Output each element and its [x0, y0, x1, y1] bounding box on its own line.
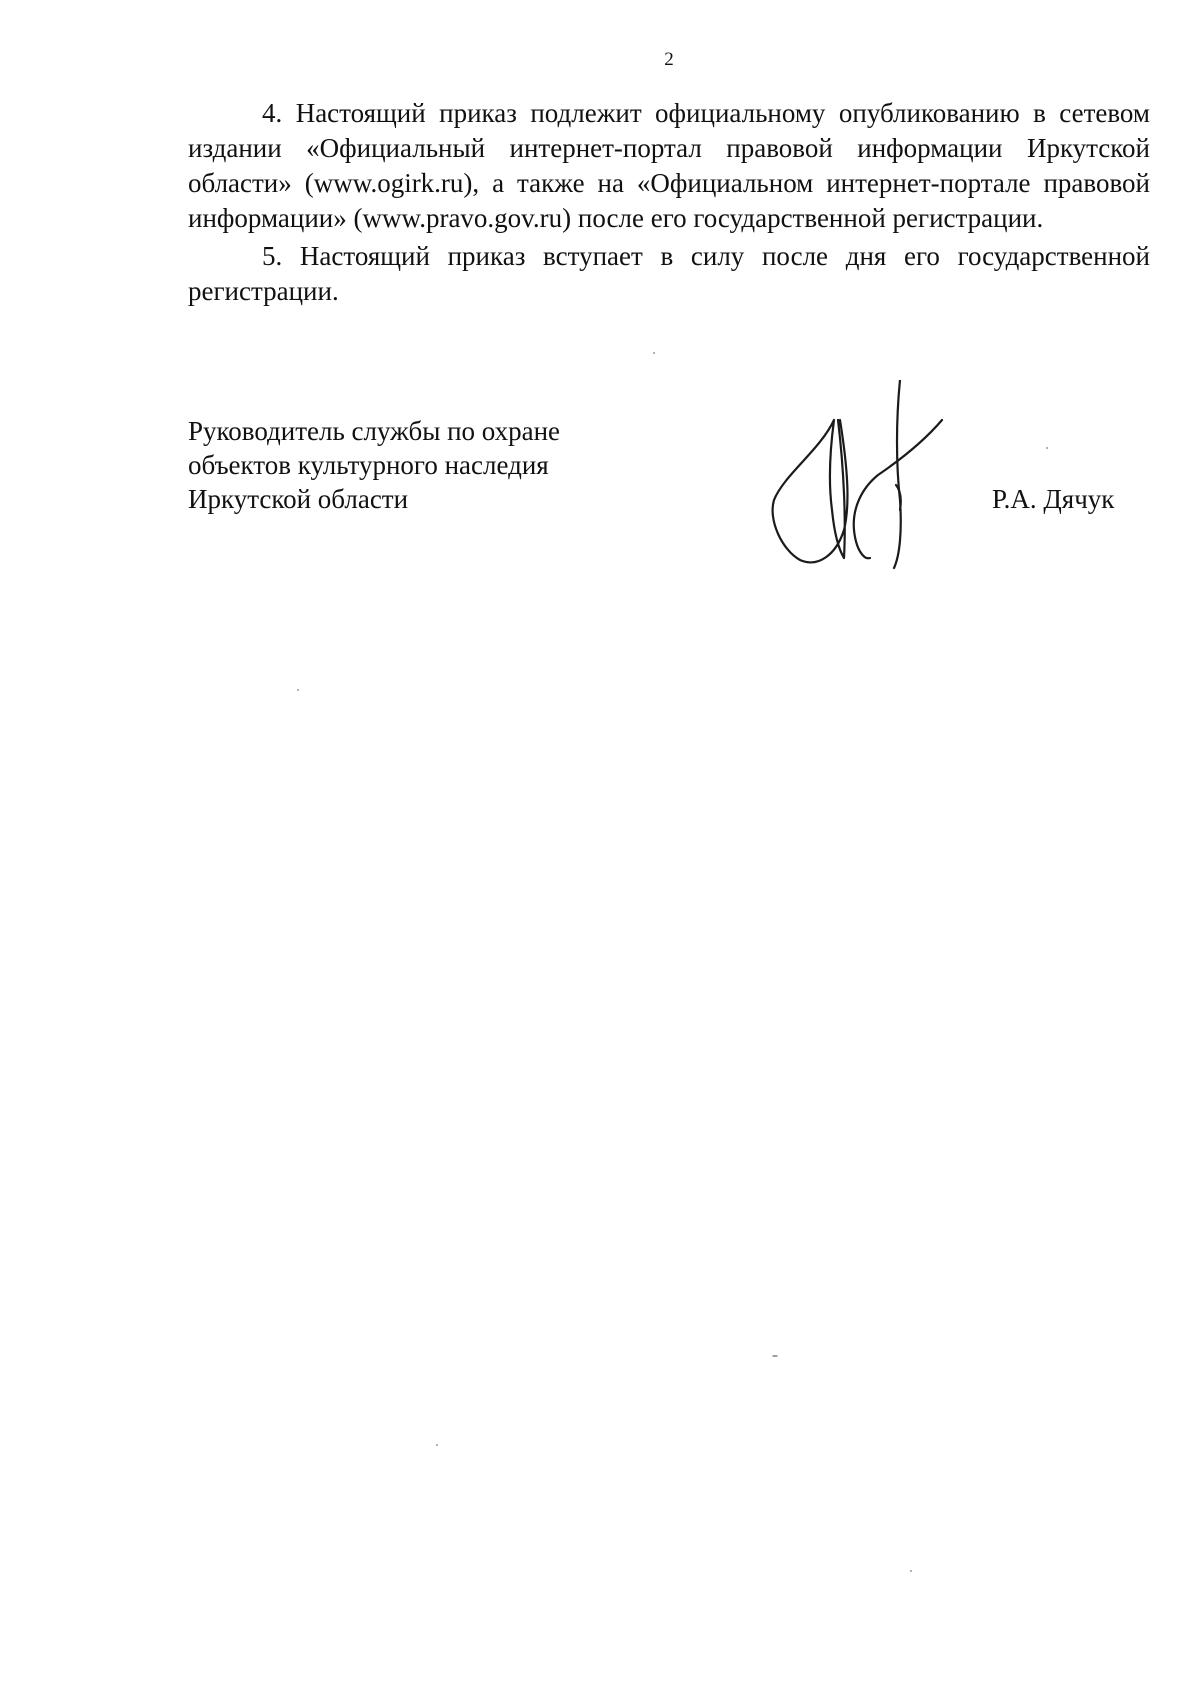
signatory-position-line-3: Иркутской области [188, 484, 409, 514]
scan-speck [772, 1355, 778, 1357]
paragraph-4: 4. Настоящий приказ подлежит официальному опубликованию в сетевом издании «Официальный интернет-портал правовой информации Иркутской области» (www.ogirk.ru), а также на «Официальном интернет-портале правовой информации» (www.pravo.gov.ru) после его государственной регистрации. [188, 98, 1150, 233]
signatory-position-line-1: Руководитель службы по охране [188, 416, 561, 446]
scan-speck [297, 689, 299, 691]
scan-speck [1046, 447, 1048, 449]
signatory-position [188, 414, 648, 516]
document-body [188, 96, 1150, 312]
page-number: 2 [664, 49, 674, 70]
paragraph-5: 5. Настоящий приказ вступает в силу после дня его государственной регистрации. [188, 241, 1150, 306]
scan-speck [910, 1570, 912, 1572]
scan-speck [653, 352, 655, 354]
handwritten-signature [760, 380, 950, 580]
scan-speck [436, 1444, 438, 1446]
signatory-position-line-2: объектов культурного наследия [188, 450, 549, 480]
signer-name: Р.А. Дячук [992, 484, 1115, 514]
